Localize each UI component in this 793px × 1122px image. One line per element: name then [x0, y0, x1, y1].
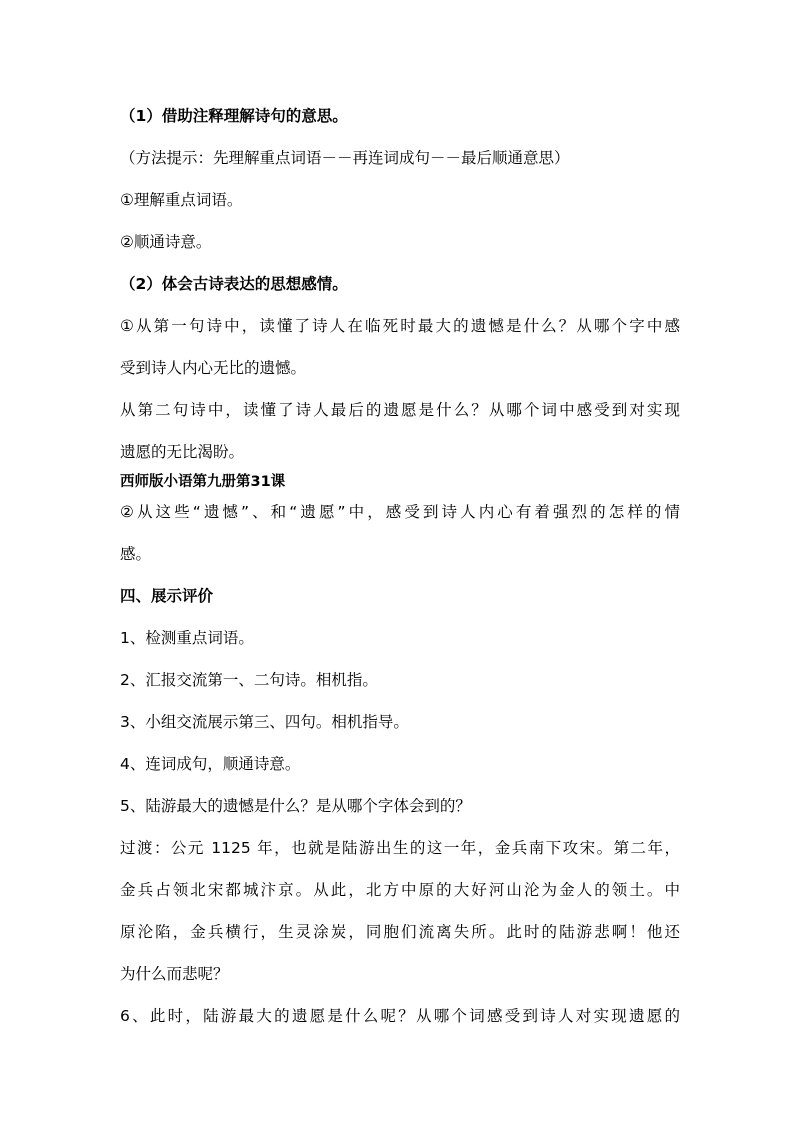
heading-feelings: （2）体会古诗表达的思想感情。 [120, 275, 348, 293]
question-first-line: ①从第一句诗中，读懂了诗人在临死时最大的遗憾是什么？从哪个字中感 [120, 317, 680, 335]
transition-paragraph-line-1: 过渡：公元 1125 年，也就是陆游出生的这一年，金兵南下攻宋。第二年， [120, 839, 680, 857]
question-second-line-cont: 遗愿的无比渴盼。 [120, 443, 245, 461]
source-note: 西师版小语第九册第31课 [120, 474, 286, 490]
list-item-5: 5、陆游最大的遗憾是什么？是从哪个字体会到的？ [120, 797, 471, 815]
method-hint: （方法提示：先理解重点词语－－再连词成句－－最后顺通意思） [120, 149, 570, 167]
question-emotion-cont: 感。 [120, 545, 152, 563]
list-item-4: 4、连词成句，顺通诗意。 [120, 755, 301, 773]
transition-paragraph-line-3: 原沦陷，金兵横行，生灵涂炭，同胞们流离失所。此时的陆游悲啊！他还 [120, 923, 680, 941]
transition-paragraph-line-2: 金兵占领北宋都城汴京。从此，北方中原的大好河山沦为金人的领土。中 [120, 881, 680, 899]
section-heading-evaluation: 四、展示评价 [120, 587, 214, 605]
list-item-3: 3、小组交流展示第三、四句。相机指导。 [120, 713, 409, 731]
step-poem-meaning: ②顺通诗意。 [120, 233, 212, 251]
transition-paragraph-line-4: 为什么而悲呢？ [120, 965, 229, 983]
heading-understand-verses: （1）借助注释理解诗句的意思。 [120, 107, 348, 125]
step-key-words: ①理解重点词语。 [120, 191, 243, 209]
question-emotion: ②从这些“遗憾”、和“遗愿”中，感受到诗人内心有着强烈的怎样的情 [120, 503, 680, 521]
list-item-2: 2、汇报交流第一、二句诗。相机指。 [120, 671, 378, 689]
question-second-line: 从第二句诗中，读懂了诗人最后的遗愿是什么？从哪个词中感受到对实现 [120, 401, 680, 419]
list-item-6: 6、此时，陆游最大的遗愿是什么呢？从哪个词感受到诗人对实现遗愿的 [120, 1007, 680, 1025]
list-item-1: 1、检测重点词语。 [120, 629, 254, 647]
question-first-line-cont: 受到诗人内心无比的遗憾。 [120, 359, 307, 377]
